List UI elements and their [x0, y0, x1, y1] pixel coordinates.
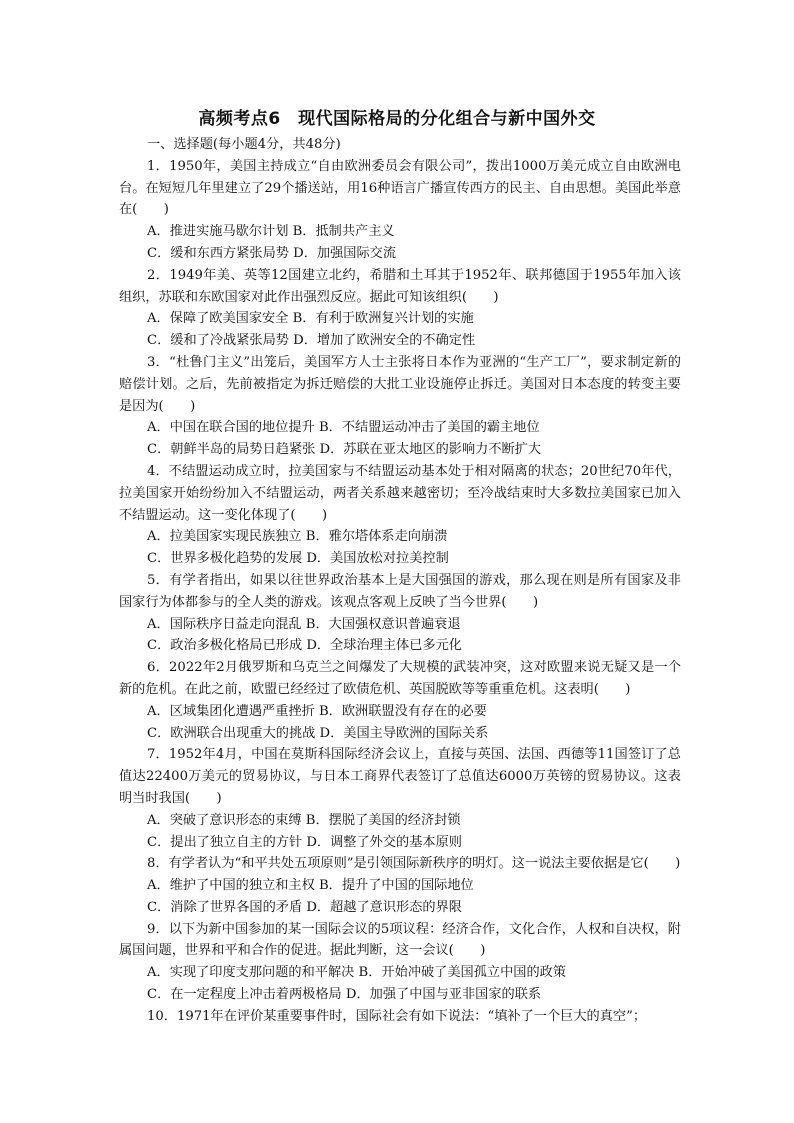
question-options-row: A．拉美国家实现民族独立 B．雅尔塔体系走向崩溃 [147, 529, 448, 545]
question-stem: 3．“杜鲁门主义”出笼后，美国军方人士主张将日本作为亚洲的“生产工厂”，要求制定新的赔偿计划。之后，先前被指定为拆迁赔偿的大批工业设施停止拆迁。美国对日本态度的转变主要是因为( ) [119, 354, 681, 414]
question-stem: 6．2022年2月俄罗斯和乌克兰之间爆发了大规模的武装冲突，这对欧盟来说无疑又是一个新的危机。在此之前，欧盟已经经过了欧债危机、英国脱欧等等重重危机。这表明( ) [119, 660, 681, 697]
question-options-row: C．政治多极化格局已形成 D．全球治理主体已多元化 [147, 638, 462, 654]
question-stem: 10．1971年在评价某重要事件时，国际社会有如下说法：“填补了一个巨大的真空”； [147, 1008, 647, 1024]
question-options-row: A．保障了欧美国家安全 B．有利于欧洲复兴计划的实施 [147, 311, 474, 327]
question-stem: 5．有学者指出，如果以往世界政治基本上是大国强国的游戏，那么现在则是所有国家及非国家行为体都参与的全人类的游戏。该观点客观上反映了当今世界( ) [119, 572, 681, 610]
question-options-row: C．缓和东西方紧张局势 D．加强国际交流 [147, 245, 397, 261]
question-stem: 1．1950年，美国主持成立“自由欧洲委员会有限公司”，拨出1000万美元成立自由欧洲电台。在短短几年里建立了29个播送站，用16种语言广播宣传西方的民主、自由思想。美国此举意在( ) [119, 158, 681, 218]
question-options-row: C．提出了独立自主的方针 D．调整了外交的基本原则 [147, 834, 462, 850]
question-options-row: C．在一定程度上冲击着两极格局 D．加强了中国与亚非国家的联系 [147, 987, 542, 1003]
question-list [119, 134, 681, 1028]
question-options-row: A．实现了印度支那问题的和平解决 B．开始冲破了美国孤立中国的政策 [147, 965, 567, 981]
question-options-row: A．国际秩序日益走向混乱 B．大国强权意识普遍衰退 [147, 616, 461, 632]
question-options-row: A．区域集团化遭遇严重挫折 B．欧洲联盟没有存在的必要 [147, 703, 487, 719]
question-options-row: C．欧洲联合出现重大的挑战 D．美国主导欧洲的国际关系 [147, 725, 489, 741]
section-heading: 一、选择题(每小题4分，共48分) [147, 137, 341, 152]
question-options-row: C．缓和了冷战紧张局势 D．增加了欧洲安全的不确定性 [147, 333, 476, 349]
question-stem: 2．1949年美、英等12国建立北约，希腊和土耳其于1952年、联邦德国于1955年加入该组织，苏联和东欧国家对此作出强烈反应。据此可知该组织( ) [119, 267, 681, 305]
question-stem: 8．有学者认为“和平共处五项原则”是引领国际新秩序的明灯。这一说法主要依据是它( ) [147, 856, 681, 872]
question-options-row: C．朝鲜半岛的局势日趋紧张 D．苏联在亚太地区的影响力不断扩大 [147, 442, 542, 458]
question-options-row: A．维护了中国的独立和主权 B．提升了中国的国际地位 [147, 878, 474, 894]
question-options-row: A．中国在联合国的地位提升 B．不结盟运动冲击了美国的霸主地位 [147, 420, 540, 436]
question-stem: 9．以下为新中国参加的某一国际会议的5项议程：经济合作，文化合作，人权和自决权，附属国问题，世界和平和合作的促进。据此判断，这一会议( ) [119, 921, 681, 959]
page-title: 高频考点6 现代国际格局的分化组合与新中国外交 [198, 109, 596, 129]
question-stem: 4．不结盟运动成立时，拉美国家与不结盟运动基本处于相对隔离的状态；20世纪70年代，拉美国家开始纷纷加入不结盟运动，两者关系越来越密切；至冷战结束时大多数拉美国家已加入不结盟运动。这一变化体现了( ) [119, 463, 681, 523]
question-options-row: A．推进实施马歇尔计划 B．抵制共产主义 [147, 224, 395, 240]
question-options-row: A．突破了意识形态的束缚 B．摆脱了美国的经济封锁 [147, 812, 461, 828]
question-options-row: C．消除了世界各国的矛盾 D．超越了意识形态的界限 [147, 899, 462, 915]
question-options-row: C．世界多极化趋势的发展 D．美国放松对拉美控制 [147, 551, 449, 567]
question-stem: 7．1952年4月，中国在莫斯科国际经济会议上，直接与英国、法国、西德等11国签订了总值达22400万美元的贸易协议，与日本工商界代表签订了总值达6000万英镑的贸易协议。这表明当时我国( ) [119, 747, 681, 806]
